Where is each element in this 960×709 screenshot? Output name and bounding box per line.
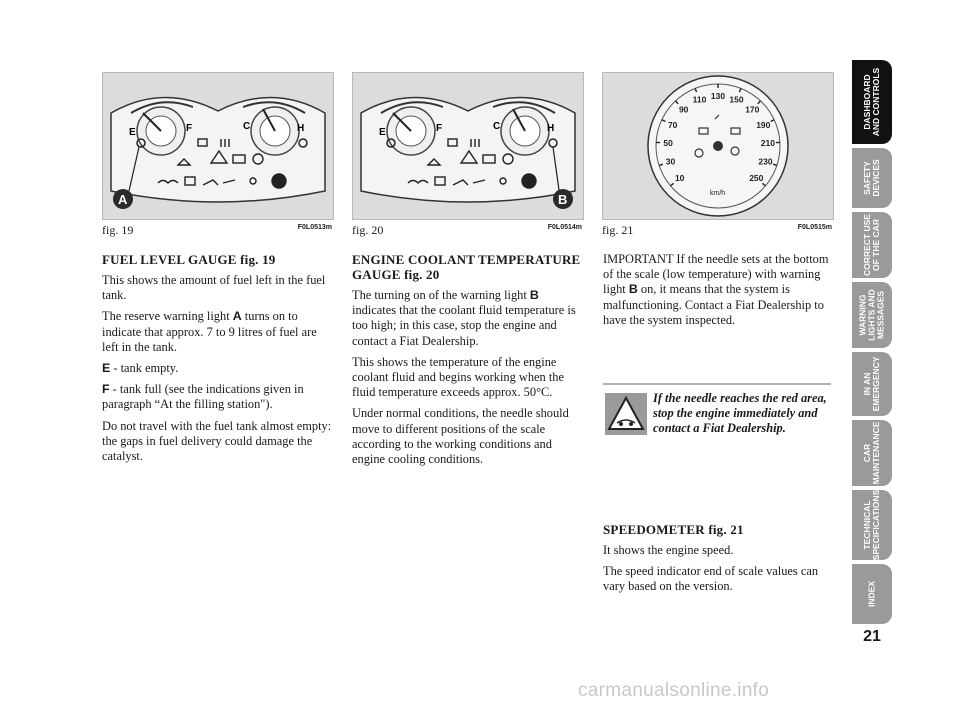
gauge-label-e: E (129, 127, 136, 138)
gauge-label-h: H (547, 123, 555, 134)
fuel-gauge-section (102, 252, 334, 470)
fig-21-code: F0L0515m (797, 224, 832, 231)
important-note: IMPORTANT If the needle sets at the bottom of the scale (low temperature) with warning light B on, it means that the system is malfunctioning. Contact a Fiat Dealership to have the system inspected. (603, 252, 829, 327)
tab-car-maintenance[interactable]: CAR MAINTENANCE (852, 420, 892, 486)
coolant-normal-desc: Under normal conditions, the needle should move to different positions of the scale according to the working conditions and engine cooling conditions. (352, 406, 569, 467)
gauge-label-f: F (436, 123, 443, 134)
fuel-gauge-heading: FUEL LEVEL GAUGE fig. 19 (102, 252, 276, 267)
tab-technical-specifications[interactable]: TECHNICAL SPECIFICATIONS (852, 490, 892, 560)
speedometer-section (603, 522, 835, 601)
figure-19 (102, 72, 334, 220)
fuel-warning-desc: Do not travel with the fuel tank almost empty: the gaps in fuel delivery could damage the catalyst. (102, 418, 332, 464)
speed-tick-label: 50 (663, 138, 673, 149)
speed-unit: km/h (710, 190, 726, 197)
coolant-warning-desc: The turning on of the warning light B indicates that the coolant fluid temperature is too high; in this case, stop the engine and contact a Fiat Dealership. (352, 288, 576, 348)
tab-dashboard-and-controls[interactable]: DASHBOARD AND CONTROLS (852, 60, 892, 144)
callout-a: A (118, 192, 128, 207)
tab-warning-lights[interactable]: WARNING LIGHTS AND MESSAGES (852, 282, 892, 348)
speed-tick-label: 10 (674, 173, 685, 184)
speed-tick-label: 250 (749, 173, 764, 184)
tank-full-desc: F - tank full (see the indications given in paragraph “At the filling station"). (102, 382, 304, 412)
important-section (603, 252, 835, 334)
gauge-label-h: H (297, 123, 305, 134)
coolant-gauge-illustration (353, 73, 583, 219)
speedometer-heading: SPEEDOMETER fig. 21 (603, 522, 744, 537)
coolant-gauge-section (352, 252, 584, 473)
tab-correct-use[interactable]: CORRECT USE OF THE CAR (852, 212, 892, 278)
speed-tick-label: 210 (760, 138, 775, 149)
speed-tick-label: 70 (667, 119, 678, 130)
fig-20-caption (352, 223, 582, 237)
fig-21-label: fig. 21 (602, 223, 634, 237)
speed-tick-label: 150 (729, 94, 744, 105)
speed-tick-label: 110 (692, 94, 707, 105)
fig-19-label: fig. 19 (102, 223, 134, 237)
gauge-label-c: C (493, 121, 501, 132)
speedometer-illustration (603, 73, 833, 219)
fig-20-code: F0L0514m (547, 224, 582, 231)
fuel-gauge-illustration (103, 73, 333, 219)
tab-emergency[interactable]: IN AN EMERGENCY (852, 352, 892, 416)
speed-tick-label: 190 (756, 119, 771, 130)
coolant-gauge-desc: This shows the temperature of the engine coolant fluid and begins working when the fluid temperature exceeds approx. 50°C. (352, 354, 564, 400)
fuel-gauge-desc: This shows the amount of fuel left in the fuel tank. (102, 273, 326, 303)
speedometer-desc: It shows the engine speed. (603, 543, 734, 557)
fig-19-code: F0L0513m (297, 224, 332, 231)
gauge-label-f: F (186, 123, 193, 134)
speed-tick-label: 130 (710, 91, 726, 101)
watermark: carmanualsonline.info (578, 680, 770, 701)
coolant-gauge-heading: ENGINE COOLANT TEMPERATURE GAUGE fig. 20 (352, 252, 581, 282)
speed-tick-label: 230 (758, 156, 773, 167)
fig-21-caption (602, 223, 832, 237)
figure-20 (352, 72, 584, 220)
fig-20-label: fig. 20 (352, 223, 384, 237)
warning-triangle-icon (605, 393, 647, 435)
page-number: 21 (863, 628, 881, 645)
speedometer-note: The speed indicator end of scale values can vary based on the version. (603, 564, 819, 594)
speed-tick-label: 170 (745, 104, 760, 115)
warning-text: If the needle reaches the red area, stop the engine immediately and contact a Fiat Dealership. (653, 391, 827, 435)
tab-safety-devices[interactable]: SAFETY DEVICES (852, 148, 892, 208)
speed-tick-label: 30 (665, 156, 676, 167)
warning-box (603, 383, 831, 465)
gauge-label-c: C (243, 121, 251, 132)
figure-21 (602, 72, 834, 220)
fig-19-caption (102, 223, 332, 237)
speed-tick-label: 90 (678, 104, 689, 115)
tank-empty-desc: E - tank empty. (102, 361, 179, 376)
gauge-label-e: E (379, 127, 386, 138)
callout-b: B (558, 192, 568, 207)
reserve-light-desc: The reserve warning light A turns on to indicate that approx. 7 to 9 litres of fuel are left in the tank. (102, 309, 317, 354)
tab-index[interactable]: INDEX (852, 564, 892, 624)
